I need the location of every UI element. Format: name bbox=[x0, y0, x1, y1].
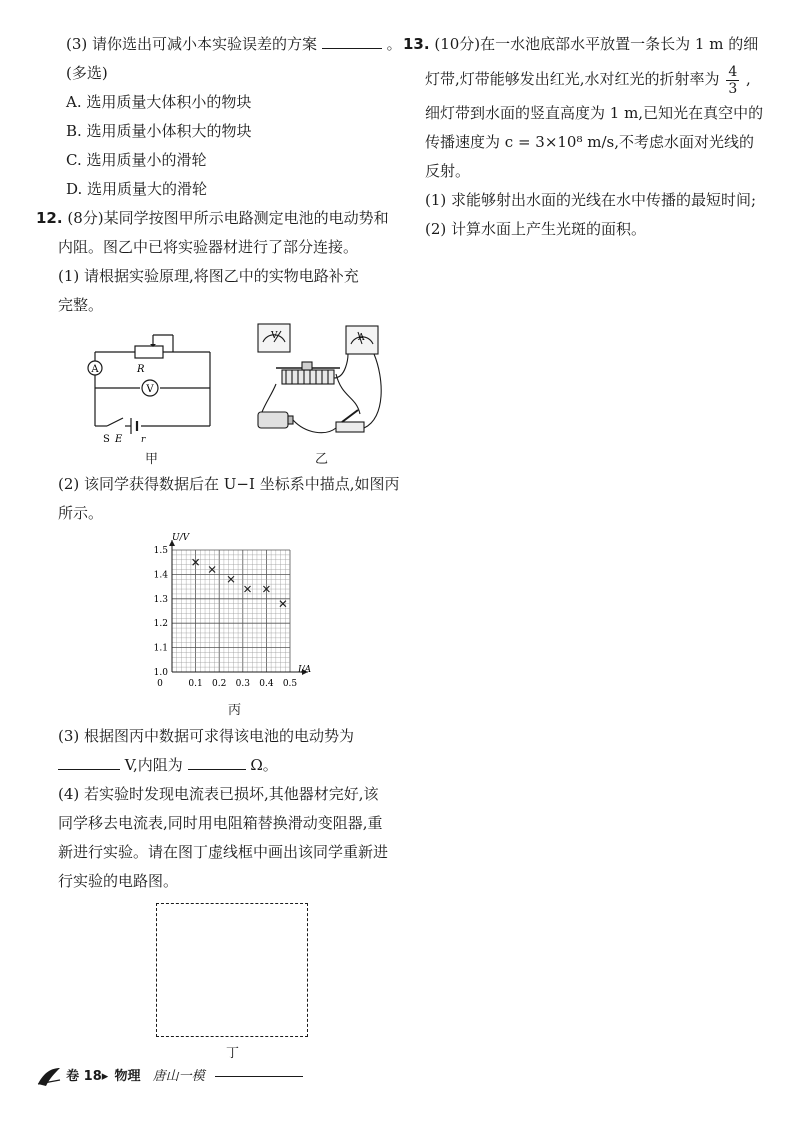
emf-answer-blank[interactable] bbox=[58, 751, 120, 770]
q12-part3-4-block bbox=[58, 722, 410, 896]
volume-number: 卷 18▸ bbox=[66, 1069, 109, 1084]
y-tick-label: 1.5 bbox=[153, 546, 168, 556]
figure-yi-caption: 乙 bbox=[315, 452, 329, 467]
circuit-diagram-jia bbox=[75, 330, 225, 450]
y-tick-label: 1.2 bbox=[153, 619, 168, 630]
q12-part3-line2: V,内阻为 Ω。 bbox=[58, 751, 410, 780]
y-tick-label: 1.4 bbox=[153, 570, 168, 581]
apparatus-diagram-yi bbox=[236, 318, 396, 446]
q12-part4-line4: 行实验的电路图。 bbox=[58, 872, 179, 890]
q12-part2-block bbox=[58, 470, 410, 528]
q13-stem-line5: 反射。 bbox=[425, 162, 471, 180]
figure-ding-caption: 丁 bbox=[226, 1046, 240, 1061]
q12-part2-line1: (2) 该同学获得数据后在 U−I 坐标系中描点,如图丙 bbox=[58, 475, 400, 493]
q11-part3-line: (3) 请你选出可减小本实验误差的方案 。 bbox=[58, 30, 410, 59]
rheostat-label: R bbox=[137, 364, 145, 375]
y-tick-label: 1.0 bbox=[153, 668, 168, 678]
left-column bbox=[36, 30, 410, 320]
q13-stem-line2: 灯带,灯带能够发出红光,水对红光的折射率为 $\frac{4}{3}$ , bbox=[425, 63, 751, 97]
q12-part2-line2: 所示。 bbox=[58, 504, 104, 522]
voltmeter-dial-label: V bbox=[271, 331, 278, 341]
q12-part3-line1: (3) 根据图丙中数据可求得该电池的电动势为 bbox=[58, 727, 355, 745]
q12-number: 12. bbox=[36, 209, 63, 227]
q13-sub2: (2) 计算水面上产生光斑的面积。 bbox=[425, 220, 647, 238]
x-tick-label: 0.3 bbox=[235, 679, 250, 689]
answer-blank[interactable] bbox=[322, 30, 382, 49]
y-tick-label: 1.3 bbox=[153, 594, 168, 605]
resistance-answer-blank[interactable] bbox=[188, 751, 246, 770]
ammeter-dial-label: A bbox=[358, 333, 365, 343]
u-i-scatter-chart bbox=[140, 530, 330, 700]
q12-part4-line3: 新进行实验。请在图丁虚线框中画出该同学重新进 bbox=[58, 843, 389, 861]
x-tick-label: 0 bbox=[157, 679, 163, 689]
emf-label: E bbox=[115, 434, 123, 445]
internal-resistance-label: r bbox=[141, 435, 146, 445]
y-tick-label: 1.1 bbox=[153, 643, 168, 654]
q13-number: 13. bbox=[403, 35, 430, 53]
multi-select-note: (多选) bbox=[66, 64, 108, 82]
q12-stem-line2: 内阻。图乙中已将实验器材进行了部分连接。 bbox=[58, 238, 359, 256]
x-tick-label: 0.1 bbox=[188, 679, 203, 689]
q13-stem-line4: 传播速度为 c = 3×10⁸ m/s,不考虑水面对光线的 bbox=[425, 133, 754, 151]
q12-stem-line1: 12. (8分)某同学按图甲所示电路测定电池的电动势和 bbox=[36, 209, 389, 227]
circuit-drawing-box[interactable] bbox=[156, 903, 308, 1037]
x-tick-label: 0.2 bbox=[212, 679, 227, 689]
figure-bing-caption: 丙 bbox=[228, 703, 242, 718]
ammeter-symbol-label: A bbox=[91, 364, 99, 375]
footer-rule bbox=[215, 1076, 303, 1077]
page-footer bbox=[36, 1065, 303, 1095]
q12-part4-line1: (4) 若实验时发现电流表已损坏,其他器材完好,该 bbox=[58, 785, 379, 803]
right-column bbox=[403, 30, 790, 244]
option-d: D. 选用质量大的滑轮 bbox=[66, 180, 208, 198]
x-tick-label: 0.5 bbox=[282, 679, 298, 689]
q12-part1-line1: (1) 请根据实验原理,将图乙中的实物电路补充 bbox=[58, 267, 359, 285]
x-tick-label: 0.4 bbox=[259, 679, 274, 689]
voltmeter-symbol-label: V bbox=[146, 384, 154, 395]
subject-label: 物理 bbox=[114, 1069, 141, 1084]
q13-stem-line3: 细灯带到水面的竖直高度为 1 m,已知光在真空中的 bbox=[425, 104, 764, 122]
option-a: A. 选用质量大体积小的物块 bbox=[66, 93, 252, 111]
exam-label: 唐山一模 bbox=[152, 1069, 205, 1084]
option-c: C. 选用质量小的滑轮 bbox=[66, 151, 207, 169]
q13-sub1: (1) 求能够射出水面的光线在水中传播的最短时间; bbox=[425, 191, 757, 209]
q12-part1-line2: 完整。 bbox=[58, 296, 104, 314]
figure-jia-caption: 甲 bbox=[145, 452, 159, 467]
x-axis-label: I/A bbox=[298, 665, 312, 675]
switch-label: S bbox=[103, 434, 110, 445]
option-b: B. 选用质量小体积大的物块 bbox=[66, 122, 252, 140]
q13-stem-line1: 13. (10分)在一水池底部水平放置一条长为 1 m 的细 bbox=[403, 35, 759, 53]
q12-part4-line2: 同学移去电流表,同时用电阻箱替换滑动变阻器,重 bbox=[58, 814, 383, 832]
refractive-index-fraction: $\frac{4}{3}$ bbox=[728, 63, 738, 97]
y-axis-label: U/V bbox=[172, 533, 190, 543]
paper-plane-icon bbox=[36, 1066, 62, 1088]
